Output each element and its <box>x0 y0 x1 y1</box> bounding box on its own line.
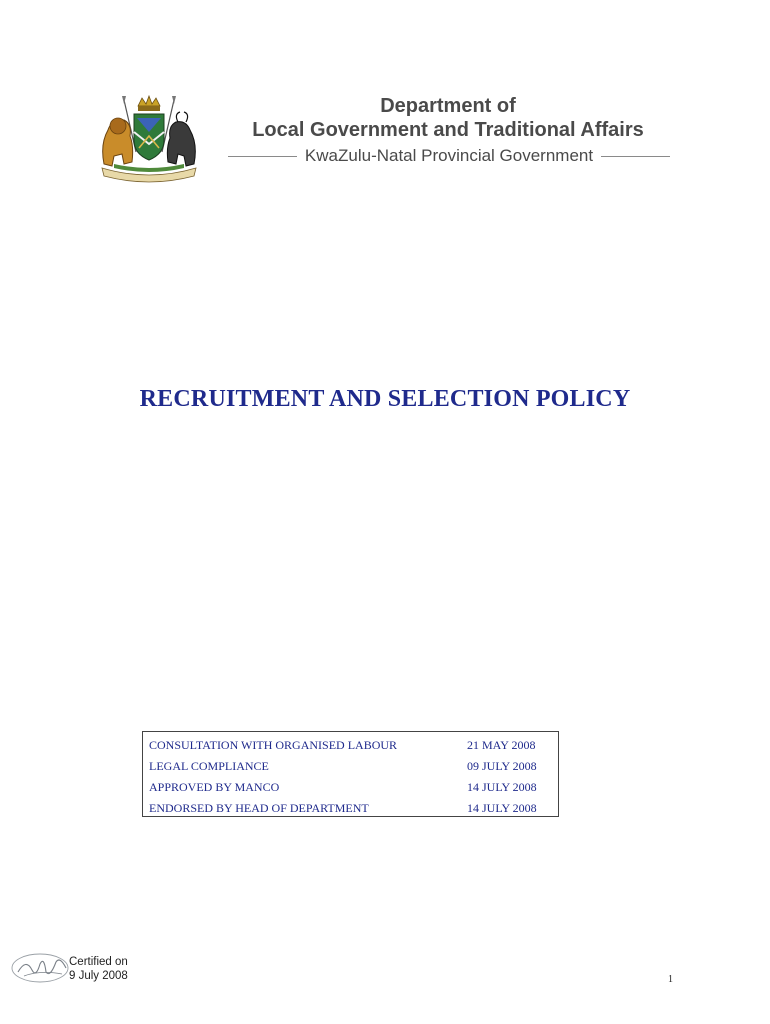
approval-label: CONSULTATION WITH ORGANISED LABOUR <box>149 738 398 752</box>
provincial-government-line <box>228 146 670 166</box>
approval-row <box>143 798 558 819</box>
page-number: 1 <box>668 974 673 985</box>
right-rule <box>601 156 670 157</box>
approval-date: 21 MAY 2008 <box>467 738 536 752</box>
approval-date: 14 JULY 2008 <box>467 801 537 815</box>
coat-of-arms-icon <box>94 92 204 184</box>
department-name-line1: Department of <box>380 95 516 117</box>
department-name-line2: Local Government and Traditional Affairs <box>252 119 644 141</box>
approval-date: 09 JULY 2008 <box>467 759 537 773</box>
document-title: RECRUITMENT AND SELECTION POLICY <box>139 386 631 412</box>
certified-text <box>69 955 128 983</box>
approval-row <box>143 735 558 756</box>
signature-icon <box>10 948 76 986</box>
approval-label: LEGAL COMPLIANCE <box>149 759 269 773</box>
certified-line2: 9 July 2008 <box>69 970 128 982</box>
approval-label: ENDORSED BY HEAD OF DEPARTMENT <box>149 801 369 815</box>
approval-row <box>143 756 558 777</box>
left-rule <box>228 156 297 157</box>
provincial-government-text: KwaZulu-Natal Provincial Government <box>304 146 594 165</box>
approval-date: 14 JULY 2008 <box>467 780 537 794</box>
approval-label: APPROVED BY MANCO <box>149 780 280 794</box>
approval-row <box>143 777 558 798</box>
approval-table <box>142 731 559 817</box>
certification-stamp <box>10 940 138 988</box>
certified-line1: Certified on <box>69 956 128 968</box>
